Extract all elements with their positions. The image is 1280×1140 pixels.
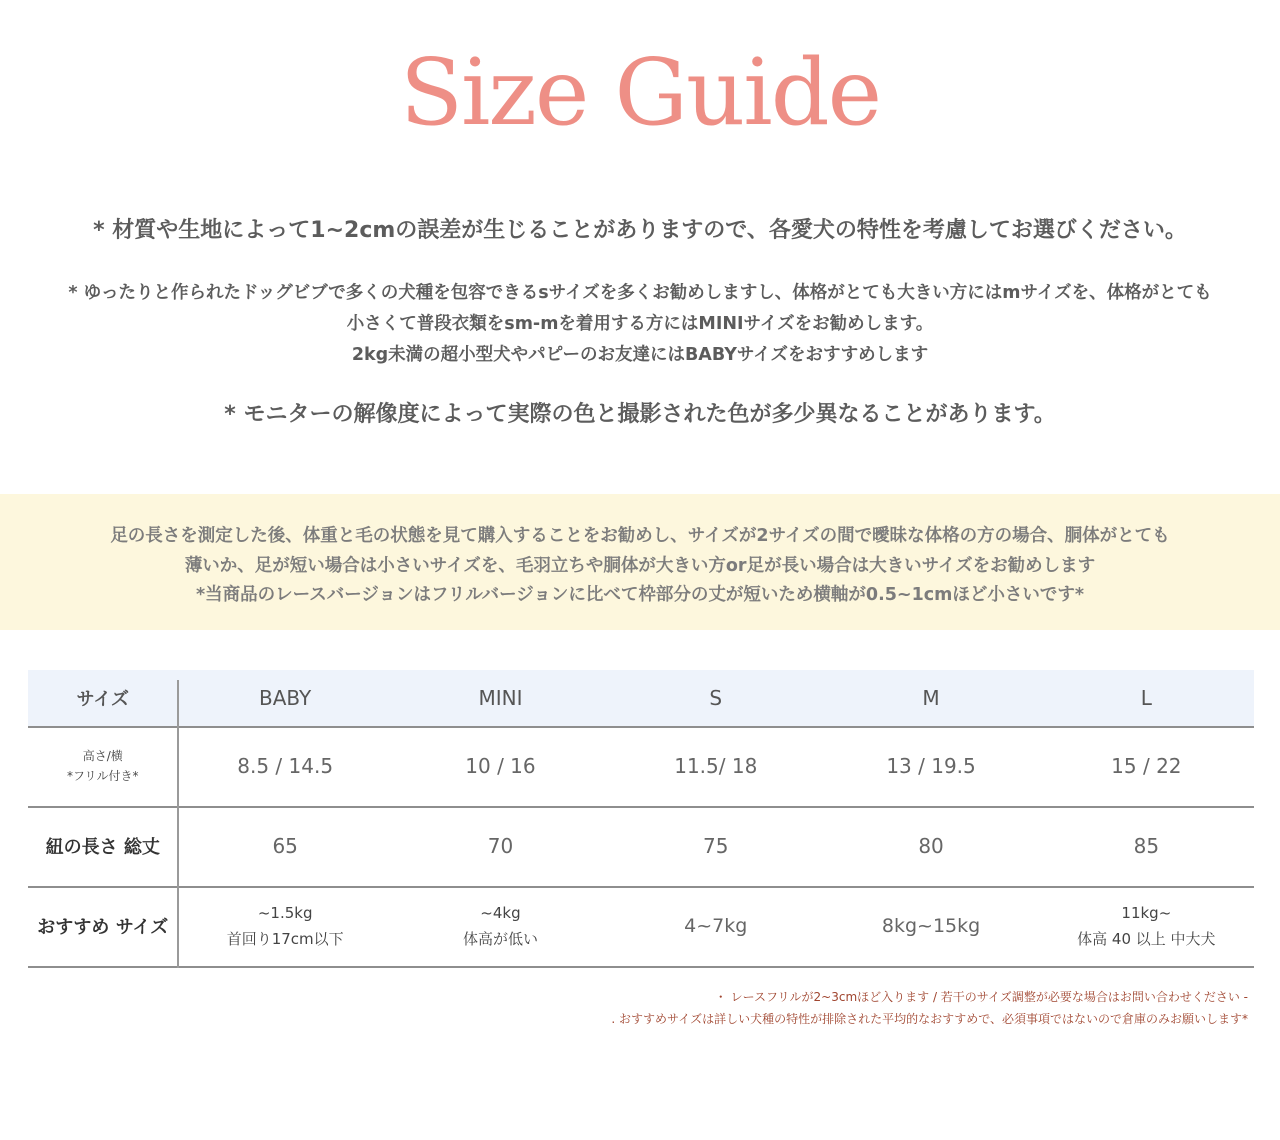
table-cell: 65 <box>272 834 298 858</box>
table-cell: 8.5 / 14.5 <box>237 754 334 778</box>
table-cell: 10 / 16 <box>465 754 536 778</box>
advice-line3: *当商品のレースバージョンはフリルバージョンに比べて枠部分の丈が短いため横軸が0.5~1cmほど小さいです* <box>195 585 1085 605</box>
table-cell <box>393 900 608 952</box>
size-l-header: L <box>1140 686 1152 710</box>
cell-line: 体高 40 以上 中大犬 <box>1077 930 1216 948</box>
table-cell: 80 <box>918 834 944 858</box>
table-column-divider <box>177 680 179 968</box>
size-mini-header: MINI <box>478 686 523 710</box>
measurement-advice-text <box>0 522 1280 611</box>
header-label: サイズ <box>76 689 130 710</box>
row-label-length: 紐の長さ 総丈 <box>45 837 160 858</box>
advice-line1: 足の長さを測定した後、体重と毛の状態を見て購入することをお勧めし、サイズが2サイズの間で曖昧な体格の方の場合、胴体がとても <box>110 526 1170 546</box>
table-row <box>28 886 1254 966</box>
advice-line2: 薄いか、足が短い場合は小さいサイズを、毛羽立ちや胴体が大きい方or足が長い場合は大きいサイズをお勧めします <box>184 555 1096 576</box>
table-cell <box>178 900 393 952</box>
footnote-lace: ・ レースフリルが2~3cmほど入ります / 若干のサイズ調整が必要な場合はお問い合わせください - <box>714 990 1248 1004</box>
table-cell: 11.5/ 18 <box>674 754 758 778</box>
table-row <box>28 726 1254 806</box>
size-baby-header: BABY <box>259 686 312 710</box>
size-m-header: M <box>922 686 940 710</box>
cell-line: ~1.5kg <box>257 904 313 922</box>
table-cell: 75 <box>703 834 729 858</box>
row-label-dimensions <box>28 746 178 786</box>
table-cell: 8kg~15kg <box>881 915 981 937</box>
cell-line: 11kg~ <box>1121 904 1172 922</box>
table-cell: 85 <box>1133 834 1160 858</box>
page-title: Size Guide <box>399 39 881 146</box>
row-label-recommended: おすすめ サイズ <box>37 917 169 938</box>
table-header-row <box>28 670 1254 726</box>
table-cell: 15 / 22 <box>1111 754 1182 778</box>
note-tolerance: * 材質や生地によって1~2cmの誤差が生じることがありますので、各愛犬の特性を考慮してお選びください。 <box>93 218 1187 243</box>
row-label-dimensions-sub: *フリル付き* <box>66 769 139 783</box>
note-recommendation <box>0 278 1280 371</box>
size-s-header: S <box>709 686 723 710</box>
cell-line: 体高が低い <box>462 930 538 948</box>
table-cell: 4~7kg <box>684 915 748 937</box>
table-cell: 70 <box>487 834 514 858</box>
size-table <box>28 670 1254 966</box>
note-monitor: * モニターの解像度によって実際の色と撮影された色が多少異なることがあります。 <box>224 402 1056 427</box>
measurement-advice-band <box>0 494 1280 630</box>
table-divider <box>28 966 1254 968</box>
cell-line: 首回り17cm以下 <box>226 930 344 948</box>
cell-line: ~4kg <box>480 904 521 922</box>
table-cell: 13 / 19.5 <box>886 754 976 778</box>
row-label-dimensions-main: 高さ/横 <box>82 749 123 763</box>
note-recommendation-line3: 2kg未満の超小型犬やパピーのお友達にはBABYサイズをおすすめします <box>351 345 929 365</box>
table-row <box>28 806 1254 886</box>
note-recommendation-line1: * ゆったりと作られたドッグビブで多くの犬種を包容できるsサイズを多くお勧めしますし、体格がとても大きい方にはmサイズを、体格がとても <box>68 283 1212 303</box>
table-cell <box>1039 900 1254 952</box>
footnote-recommendation: . おすすめサイズは詳しい犬種の特性が排除された平均的なおすすめで、必須事項ではないので倉庫のみお願いします* <box>611 1012 1248 1026</box>
note-recommendation-line2: 小さくて普段衣類をsm-mを着用する方にはMINIサイズをお勧めします。 <box>346 314 934 334</box>
